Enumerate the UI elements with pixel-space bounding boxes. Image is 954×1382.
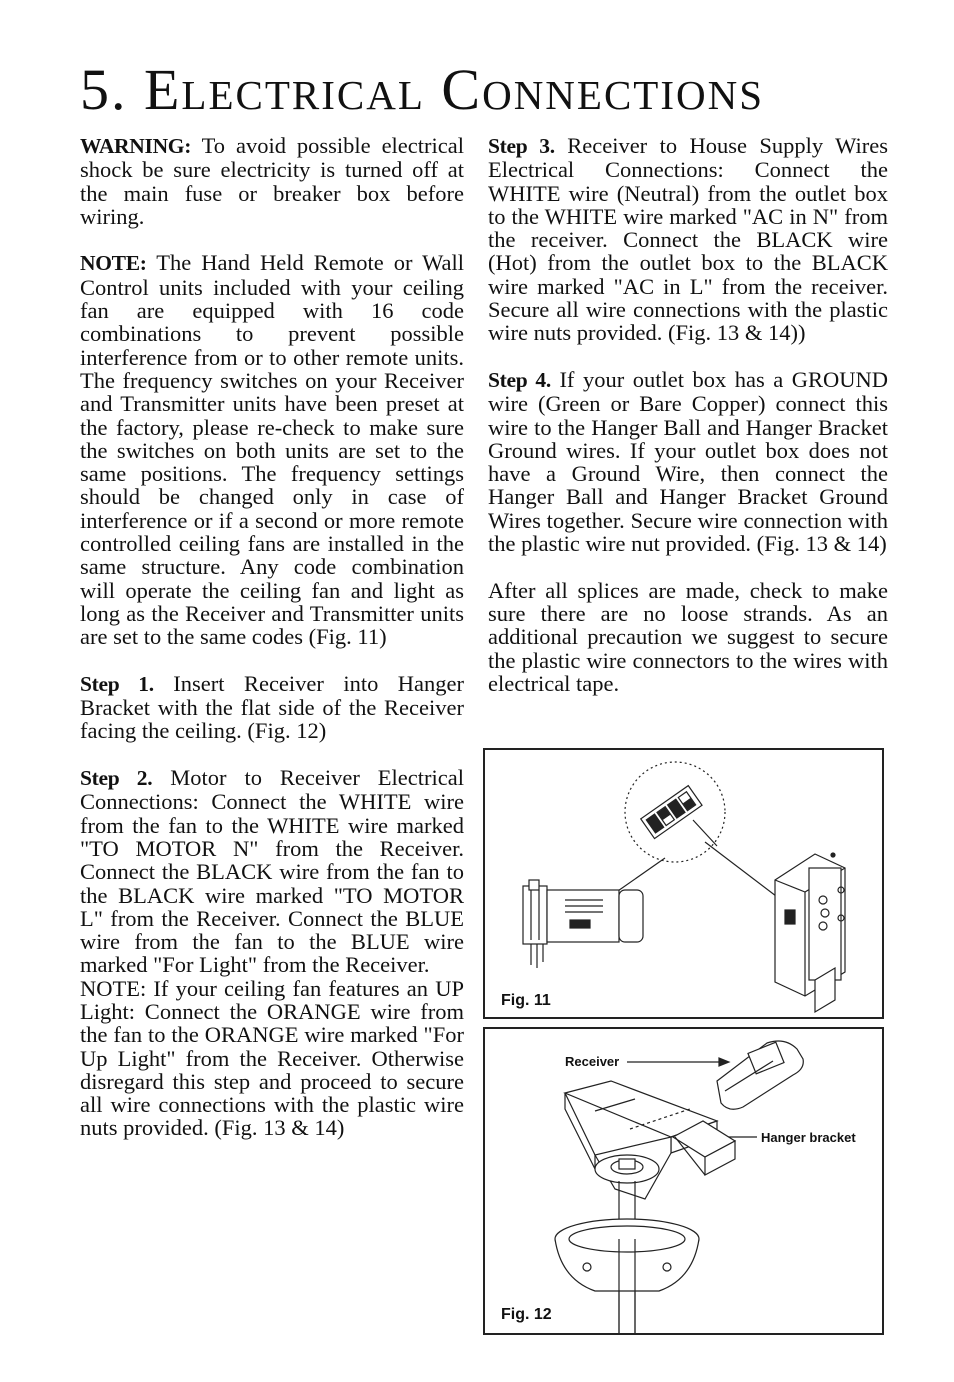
figure-11-caption: Fig. 11 bbox=[501, 992, 551, 1009]
hanger-bracket-label: Hanger bracket bbox=[761, 1130, 856, 1145]
step4-label: Step 4. bbox=[488, 367, 551, 392]
step3-label: Step 3. bbox=[488, 134, 555, 158]
note-label: NOTE: bbox=[80, 251, 147, 276]
figure-12-caption: Fig. 12 bbox=[501, 1306, 552, 1323]
step2-text: Motor to Receiver Electrical Connections: Connect the WHITE wire from the fan to the WHITE wire marked "TO MOTOR N" from the Receiver. Connect the BLACK wire from the fan to the BLACK wire marked "TO MOTOR L" from the Receiver. Connect the BLUE wire from the fan to the BLUE wire marked "For Light" from the Receiver. bbox=[80, 765, 464, 978]
step4-paragraph bbox=[488, 368, 888, 555]
note-paragraph bbox=[80, 251, 464, 648]
step1-text: Insert Receiver into Hanger Bracket with the flat side of the Receiver facing the ceiling. (Fig. 12) bbox=[80, 670, 464, 744]
figure-12-illustration bbox=[485, 1029, 882, 1333]
warning-paragraph bbox=[80, 134, 464, 228]
page-title: 5. Electrical Connections bbox=[80, 57, 765, 122]
warning-text: To avoid possible electrical shock be sure electricity is turned off at the main fuse or breaker box before wiring. bbox=[80, 133, 464, 229]
step3-paragraph bbox=[488, 134, 888, 345]
step2-label: Step 2. bbox=[80, 766, 153, 791]
right-column bbox=[488, 134, 888, 718]
step2-paragraph bbox=[80, 766, 464, 977]
step3-text: Receiver to House Supply Wires Electrical Connections: Connect the WHITE wire (Neutral) from the outlet box to the WHITE wire marked "AC in N" from the receiver. Connect the BLACK wire (Hot) from the outlet box to the BLACK wire marked "AC in L" from the receiver. Secure all wire connections with the plastic wire nuts provided. (Fig. 13 & 14)) bbox=[488, 133, 888, 346]
step4-text: If your outlet box has a GROUND wire (Green or Bare Copper) connect this wire to the Hanger Ball and Hanger Bracket Ground wires. If your outlet box does not have a Ground Wire, then connect the Hanger Ball and Hanger Bracket Ground Wires together. Secure wire connection with the plastic wire nut provided. (Fig. 13 & 14) bbox=[488, 366, 888, 557]
receiver-label: Receiver bbox=[565, 1054, 620, 1069]
figure-11 bbox=[483, 748, 884, 1019]
after-paragraph: After all splices are made, check to make sure there are no loose strands. As an additional precaution we suggest to secure the plastic wire connectors to the wires with electrical tape. bbox=[488, 577, 888, 696]
step1-label: Step 1. bbox=[80, 671, 154, 696]
left-column bbox=[80, 134, 464, 1163]
warning-label: WARNING: bbox=[80, 134, 192, 158]
figure-11-illustration bbox=[485, 750, 882, 1017]
step2-note-paragraph: NOTE: If your ceiling fan features an UP Light: Connect the ORANGE wire from the fan to the ORANGE wire marked "For Up Light" from the Receiver. Otherwise disregard this step and proceed to secure all wire connections with the plastic wire nuts provided. (Fig. 13 & 14) bbox=[80, 975, 464, 1141]
figure-12 bbox=[483, 1027, 884, 1335]
note-text: The Hand Held Remote or Wall Control units included with your ceiling fan are equipped with 16 code combinations to prevent possible interference from or to other remote units. The frequency switches on your Receiver and Transmitter units have been preset at the factory, please re-check to make sure the switches on both units are set to the same positions. The frequency settings should be changed only in case of interference or if a second or more remote controlled ceiling fans are installed in the same structure. Any code combination will operate the ceiling fan and light as long as the Receiver and Transmitter units are set to the same codes (Fig. 11) bbox=[80, 250, 464, 650]
step1-paragraph bbox=[80, 672, 464, 743]
